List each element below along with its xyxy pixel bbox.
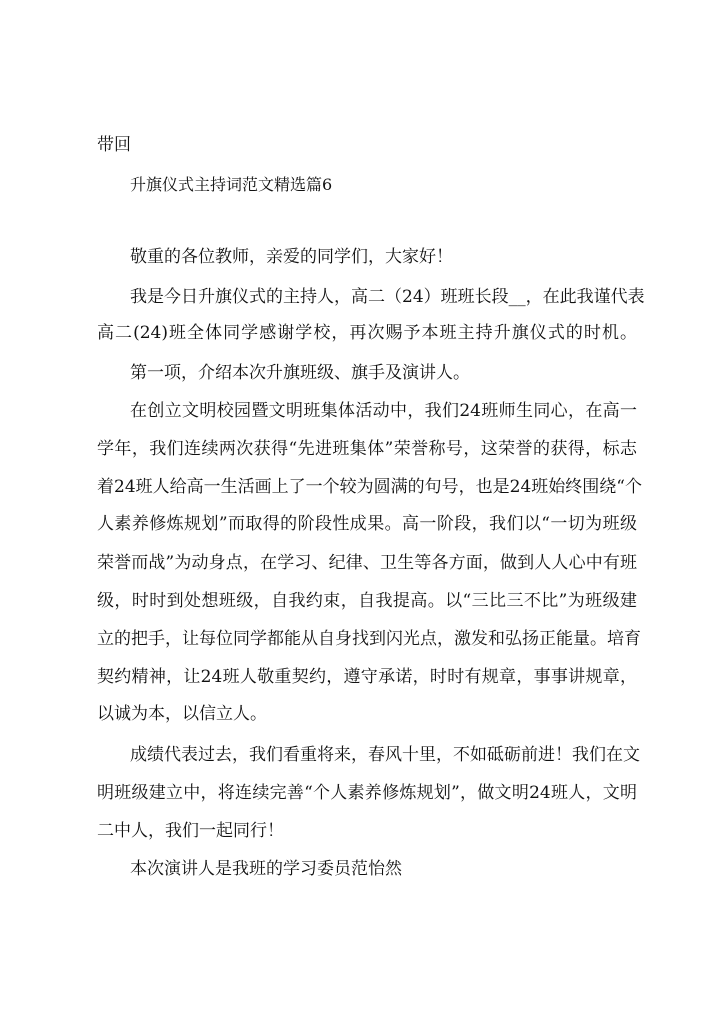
paragraph-line: 人素养修炼规划”而取得的阶段性成果。高一阶段，我们以“一切为班级 <box>97 514 637 534</box>
paragraph-line: 在创立文明校园暨文明班集体活动中，我们24班师生同心，在高一 <box>130 401 637 421</box>
paragraph-line: 二中人，我们一起同行！ <box>97 821 284 841</box>
paragraph-line: 契约精神，让24班人敬重契约，遵守承诺，时时有规章，事事讲规章， <box>97 667 637 687</box>
paragraph-line: 本次演讲人是我班的学习委员范怡然 <box>130 859 402 879</box>
section-title: 升旗仪式主持词范文精选篇6 <box>130 175 333 194</box>
paragraph-line: 高二(24)班全体同学感谢学校，再次赐予本班主持升旗仪式的时机。 <box>97 323 637 343</box>
paragraph-line: 明班级建立中，将连续完善“个人素养修炼规划”，做文明24班人，文明 <box>97 783 637 803</box>
paragraph-line: 级，时时到处想班级，自我约束，自我提高。以“三比三不比”为班级建 <box>97 591 637 611</box>
paragraph-line: 学年，我们连续两次获得“先进班集体”荣誉称号，这荣誉的获得，标志 <box>97 439 637 459</box>
paragraph-line: 立的把手，让每位同学都能从自身找到闪光点，激发和弘扬正能量。培育 <box>97 629 641 649</box>
paragraph-line: 以诚为本，以信立人。 <box>97 704 267 724</box>
paragraph-line: 第一项，介绍本次升旗班级、旗手及演讲人。 <box>130 363 470 383</box>
paragraph-line: 成绩代表过去，我们看重将来，春风十里，不如砥砺前进！我们在文 <box>130 745 640 765</box>
paragraph-line: 着24班人给高一生活画上了一个较为圆满的句号，也是24班始终围绕“个 <box>97 477 642 497</box>
paragraph-line: 我是今日升旗仪式的主持人，高二（24）班班长段__，在此我谨代表 <box>130 287 645 307</box>
text-fragment-top: 带回 <box>97 135 131 155</box>
paragraph-line: 荣誉而战”为动身点，在学习、纪律、卫生等各方面，做到人人心中有班 <box>97 553 637 573</box>
greeting-line: 敬重的各位教师，亲爱的同学们，大家好！ <box>130 247 453 267</box>
